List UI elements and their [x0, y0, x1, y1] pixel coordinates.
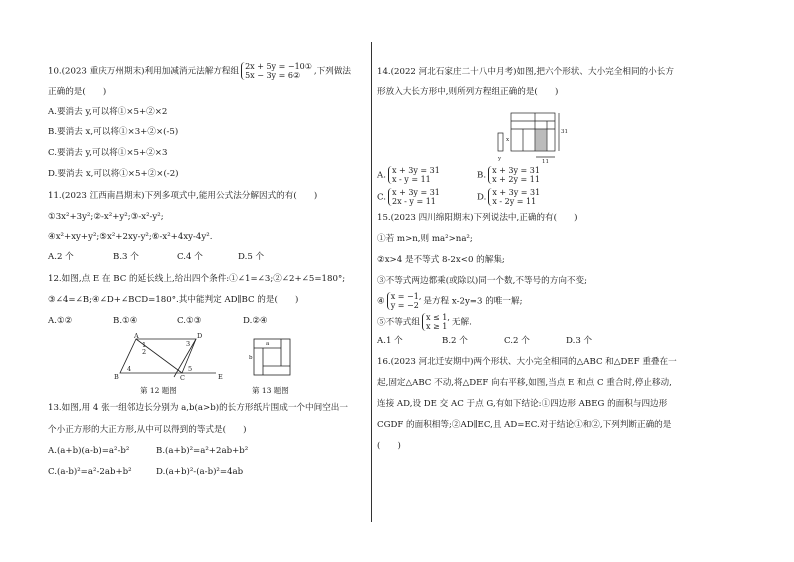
q13-stem2: 个小正方形的大正方形,从中可以得到的等式是( ): [48, 425, 247, 435]
q10-option-d: D.要消去 x,可以将①×5+②×(-2): [48, 169, 179, 179]
q12-option-c: C.①③: [177, 316, 202, 326]
q15-statement-1: ①若 m>n,则 ma²>na²;: [377, 234, 473, 244]
q15-option-b: B.2 个: [442, 336, 468, 346]
q12-figure: [112, 333, 224, 381]
q15-option-c: C.2 个: [504, 336, 530, 346]
q14-d-eq2: x - 2y = 11: [492, 197, 537, 206]
q12-option-a: A.①②: [48, 316, 73, 326]
q12-label-b: B: [114, 373, 119, 381]
q16-line1: 16.(2023 河北迁安期中)两个形状、大小完全相同的△ABC 和△DEF 重叠在一: [377, 357, 677, 367]
q15-s4-prefix: ④: [377, 296, 385, 307]
q15-s4-suffix: 是方程 x-2y=3 的唯一解;: [423, 296, 523, 307]
q16-line5: ( ): [377, 441, 401, 451]
q12-angle-3: 3: [186, 340, 191, 348]
q14-option-c: [377, 188, 442, 206]
q15-statement-2: ②x>4 是不等式 8-2x<0 的解集;: [377, 255, 505, 265]
q14-option-c-label: C.: [377, 192, 387, 203]
q12-angle-2: 2: [142, 348, 147, 356]
q13-option-b: B.(a+b)²=a²+2ab+b²: [156, 446, 249, 456]
q14-stem2: 形放入大长方形中,则所列方程组正确的是( ): [377, 87, 559, 97]
q14-option-b: [477, 166, 542, 184]
q10-eq1: 2x + 5y = −10①: [245, 62, 312, 71]
q14-label-x: x: [506, 137, 510, 143]
q10-stem: [48, 62, 351, 80]
q16-line3: 连接 AD,设 DE 交 AC 于点 G,有如下结论:①四边形 ABEG 的面积与四边形: [377, 399, 668, 409]
q13-option-a: A.(a+b)(a-b)=a²-b²: [48, 446, 130, 456]
q13-caption: 第 13 题图: [252, 386, 289, 395]
q11-stem: 11.(2023 江西南昌期末)下列多项式中,能用公式法分解因式的有( ): [48, 191, 318, 201]
q12-label-e: E: [218, 373, 223, 381]
q11-row2: ④x²+xy+y²;⑤x²+2xy-y²;⑥-x²+4xy-4y².: [48, 232, 213, 242]
q12-stem2: ③∠4=∠B;④∠D+∠BCD=180°.其中能判定 AD∥BC 的是( ): [48, 295, 299, 305]
q14-option-d: [477, 188, 542, 206]
q12-label-a: A: [134, 333, 139, 340]
q15-s4-eq1: x = −1,: [390, 292, 422, 301]
q12-angle-5: 5: [188, 365, 193, 373]
q13-label-a: a: [266, 341, 270, 347]
q13-figure: [248, 335, 294, 381]
q16-line4: CGDF 的面积相等;②AD∥EC,且 AD=EC.对于结论①和②,下列判断正确的是: [377, 420, 672, 430]
q14-option-b-label: B.: [477, 170, 487, 181]
q12-caption: 第 12 题图: [140, 386, 177, 395]
q11-option-d: D.5 个: [238, 252, 265, 262]
q14-label-11: 11: [542, 159, 549, 163]
q13-option-c: C.(a-b)²=a²-2ab+b²: [48, 467, 132, 477]
q15-stem: 15.(2023 四川绵阳期末)下列说法中,正确的有( ): [377, 213, 578, 223]
q14-label-y: y: [498, 156, 502, 162]
q15-option-a: A.1 个: [377, 336, 403, 346]
q15-s5-eq1: x ≤ 1,: [425, 313, 450, 322]
q12-angle-1: 1: [142, 341, 147, 349]
q13-option-d: D.(a+b)²-(a-b)²=4ab: [156, 467, 244, 477]
q11-option-b: B.3 个: [113, 252, 139, 262]
q10-stem-c: 正确的是( ): [48, 87, 107, 97]
q10-option-a: A.要消去 y,可以将①×5+②×2: [48, 107, 168, 117]
q11-option-c: C.4 个: [177, 252, 203, 262]
q10-system: [241, 62, 312, 80]
q14-b-eq2: x + 2y = 11: [492, 175, 540, 184]
q14-c-eq1: x + 3y = 31: [392, 188, 440, 197]
q10-option-b: B.要消去 x,可以将①×3+②×(-5): [48, 127, 179, 137]
q12-option-d: D.②④: [243, 316, 268, 326]
q15-option-d: D.3 个: [566, 336, 593, 346]
q14-c-eq2: 2x - y = 11: [392, 197, 436, 206]
q14-a-eq1: x + 3y = 31: [391, 166, 440, 175]
q11-row1: ①3x²+3y²;②-x²+y²;③-x²-y²;: [48, 212, 164, 222]
q15-s5-prefix: ⑤不等式组: [377, 317, 420, 328]
q16-line2: 起,固定△ABC 不动,将△DEF 向右平移,如图,当点 E 和点 C 重合时,停止移动,: [377, 378, 672, 388]
q15-statement-4: [377, 292, 522, 310]
q14-label-31: 31: [561, 129, 568, 135]
q13-label-b: b: [249, 355, 253, 361]
q12-option-b: B.①④: [113, 316, 138, 326]
q10-option-c: C.要消去 y,可以将①×5+②×3: [48, 148, 168, 158]
q15-s5-suffix: 无解.: [451, 317, 472, 328]
q14-option-a-label: A.: [377, 170, 386, 181]
q10-stem-a: 10.(2023 重庆万州期末)利用加减消元法解方程组: [48, 66, 240, 77]
q14-option-a: [377, 166, 442, 184]
q12-label-c: C: [180, 374, 185, 381]
q11-option-a: A.2 个: [48, 252, 74, 262]
q14-stem1: 14.(2022 河北石家庄二十八中月考)如图,把六个形状、大小完全相同的小长方: [377, 67, 674, 77]
q14-b-eq1: x + 3y = 31: [492, 166, 540, 175]
q15-s5-eq2: x ≥ 1: [425, 322, 448, 331]
q12-label-d: D: [197, 333, 203, 340]
q14-figure: [496, 103, 576, 163]
q10-eq2: 5x − 3y = 6②: [245, 71, 301, 80]
q14-option-d-label: D.: [477, 192, 487, 203]
q15-statement-3: ③不等式两边都乘(或除以)同一个数,不等号的方向不变;: [377, 276, 587, 286]
q14-a-eq2: x - y = 11: [391, 175, 431, 184]
q12-angle-4: 4: [127, 365, 132, 373]
q13-stem1: 13.如图,用 4 张一组邻边长分别为 a,b(a>b)的长方形纸片围成一个中间空出一: [48, 403, 348, 413]
q14-d-eq1: x + 3y = 31: [492, 188, 541, 197]
q12-stem1: 12.如图,点 E 在 BC 的延长线上,给出四个条件:①∠1=∠3;②∠2+∠5=180°;: [48, 274, 346, 284]
q10-stem-b: ,下列做法: [313, 66, 352, 77]
column-divider: [371, 42, 372, 522]
q15-statement-5: [377, 313, 472, 331]
q15-s4-eq2: y = −2: [390, 301, 419, 310]
